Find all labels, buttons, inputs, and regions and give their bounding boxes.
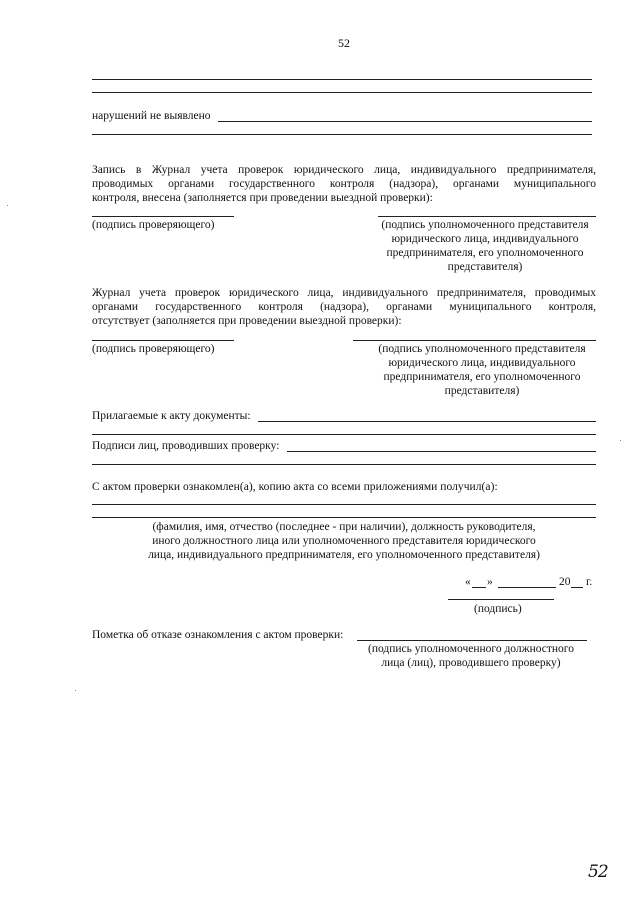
inspector-signature-caption: (подпись проверяющего) <box>92 343 215 355</box>
journal-absent-line: органами государственного контроля (надзора), органами муниципального контроля, <box>92 301 596 313</box>
journal-absent-line: отсутствует (заполняется при проведении выездной проверки): <box>92 315 402 327</box>
journal-entry-line: проводимых органами государственного контроля (надзора), органами муниципального <box>92 178 596 190</box>
representative-signature-caption <box>368 342 596 398</box>
caption-line: (подпись уполномоченного представителя <box>381 219 589 231</box>
acquainted-label: С актом проверки ознакомлен(а), копию акта со всеми приложениями получил(а): <box>92 481 498 493</box>
date-day-line <box>472 587 486 588</box>
date-close-quote: » <box>487 576 493 588</box>
journal-entry-line: Запись в Журнал учета проверок юридического лица, индивидуального предпринимателя, <box>92 164 596 176</box>
caption-line: представителя) <box>447 261 523 273</box>
attachments-line <box>258 421 596 422</box>
signature-line <box>448 599 554 600</box>
date-year-suffix: г. <box>586 576 593 588</box>
caption-line: представителя) <box>444 385 520 397</box>
scan-speck <box>7 205 8 206</box>
signatures-line <box>287 451 596 452</box>
date-year-line <box>571 587 583 588</box>
caption-line: юридического лица, индивидуального <box>391 233 579 245</box>
caption-line: предпринимателя, его уполномоченного <box>386 247 584 259</box>
representative-signature-line <box>353 340 596 341</box>
blank-line <box>92 464 596 465</box>
violations-label: нарушений не выявлено <box>92 110 211 122</box>
attachments-label: Прилагаемые к акту документы: <box>92 410 251 422</box>
caption-line: (подпись уполномоченного представителя <box>378 343 586 355</box>
acquainted-caption <box>92 520 596 562</box>
caption-line: лица (лиц), проводившего проверку) <box>381 657 561 669</box>
blank-line <box>92 134 592 135</box>
journal-entry-line: контроля, внесена (заполняется при проведении выездной проверки): <box>92 192 433 204</box>
caption-line: предпринимателя, его уполномоченного <box>383 371 581 383</box>
blank-line <box>92 434 596 435</box>
blank-line <box>92 79 592 80</box>
date-open-quote: « <box>465 576 471 588</box>
blank-line <box>92 92 592 93</box>
representative-signature-line <box>378 216 596 217</box>
date-year-prefix: 20 <box>559 576 571 588</box>
scan-speck <box>75 690 76 691</box>
refusal-caption <box>355 642 587 670</box>
signature-caption: (подпись) <box>474 603 522 615</box>
journal-entry-text <box>92 163 596 205</box>
scan-speck <box>620 440 621 441</box>
blank-line <box>92 517 596 518</box>
inspector-signature-line <box>92 216 234 217</box>
handwritten-page-number: 52 <box>588 862 608 882</box>
caption-line: лица, индивидуального предпринимателя, его уполномоченного представителя) <box>148 549 540 561</box>
page-number: 52 <box>338 36 350 50</box>
signatures-label: Подписи лиц, проводивших проверку: <box>92 440 280 452</box>
refusal-line <box>357 640 587 641</box>
inspector-signature-caption: (подпись проверяющего) <box>92 219 215 231</box>
refusal-label: Пометка об отказе ознакомления с актом проверки: <box>92 629 344 641</box>
caption-line: (фамилия, имя, отчество (последнее - при наличии), должность руководителя, <box>152 521 536 533</box>
caption-line: (подпись уполномоченного должностного <box>368 643 574 655</box>
journal-absent-text <box>92 286 596 328</box>
journal-absent-line: Журнал учета проверок юридического лица, индивидуального предпринимателя, проводимых <box>92 287 596 299</box>
representative-signature-caption <box>372 218 598 274</box>
caption-line: юридического лица, индивидуального <box>388 357 576 369</box>
blank-line <box>92 504 596 505</box>
inspector-signature-line <box>92 340 234 341</box>
caption-line: иного должностного лица или уполномоченного представителя юридического <box>152 535 536 547</box>
date-month-line <box>498 587 556 588</box>
violations-line <box>218 121 592 122</box>
